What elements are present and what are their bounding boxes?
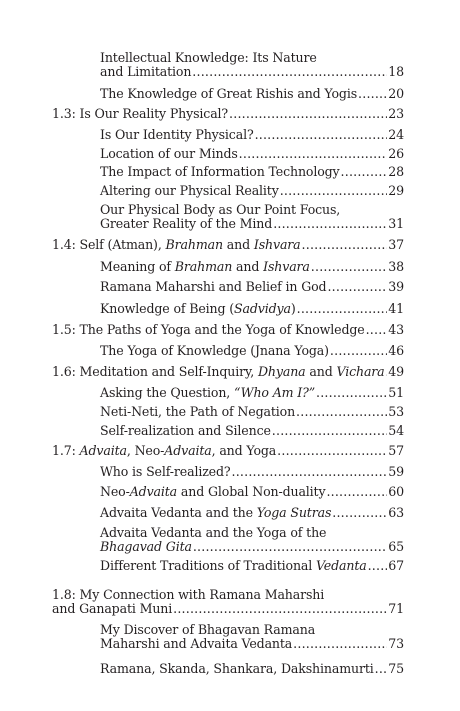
- dot-leader: [280, 184, 388, 198]
- toc-section-entry: [52, 365, 404, 379]
- toc-page-number: 41: [388, 301, 404, 316]
- toc-entry-title: Is Our Identity Physical?: [100, 127, 254, 142]
- dot-leader: [316, 386, 387, 400]
- dot-leader: [368, 559, 388, 573]
- toc-entry-title: Location of our Minds: [100, 146, 238, 161]
- toc-page-number: 46: [388, 343, 404, 358]
- toc-entry-title: The Yoga of Knowledge (Jnana Yoga): [100, 343, 329, 358]
- toc-entry-title-line2: and Limitation: [100, 63, 192, 79]
- toc-entry: [100, 87, 404, 101]
- toc-entry-title-line2: Greater Reality of the Mind: [100, 215, 273, 231]
- toc-entry-title-line1: Advaita Vedanta and the Yoga of the: [100, 525, 327, 540]
- toc-page-number: 26: [388, 146, 404, 161]
- toc-page-number: 23: [388, 106, 404, 121]
- dot-leader: [326, 485, 387, 499]
- toc-page-number: 60: [388, 484, 404, 499]
- dot-leader: [232, 465, 388, 479]
- toc-entry-title: Asking the Question, “Who Am I?”: [100, 385, 316, 400]
- toc-page-number: 39: [388, 279, 404, 294]
- toc-page-number: 59: [388, 464, 404, 479]
- toc-section-title: 1.6: Meditation and Self-Inquiry, Dhyana and Vichara: [52, 364, 385, 379]
- toc-entry: [100, 344, 404, 358]
- dot-leader: [302, 238, 388, 252]
- toc-entry: [100, 147, 404, 161]
- toc-entry-title-line2: Maharshi and Advaita Vedanta: [100, 635, 293, 651]
- toc-page-number: 24: [388, 127, 404, 142]
- dot-leader: [386, 365, 388, 379]
- dot-leader: [311, 260, 387, 274]
- toc-entry-title: Neo-Advaita and Global Non-duality: [100, 484, 326, 499]
- dot-leader: [358, 87, 387, 101]
- toc-page-number: 49: [388, 364, 404, 379]
- toc-section-entry: [52, 238, 404, 252]
- toc-entry: [100, 260, 404, 274]
- toc-entry: [100, 465, 404, 479]
- dot-leader: [229, 107, 387, 121]
- toc-page-number: 37: [388, 237, 404, 252]
- toc-page-number: 54: [388, 423, 404, 438]
- dot-leader: [375, 662, 388, 676]
- toc-entry: [100, 203, 404, 230]
- dot-leader: [273, 217, 387, 231]
- dot-leader: [239, 147, 388, 161]
- toc-entry: [100, 526, 404, 553]
- toc-entry: [100, 165, 404, 179]
- toc-page-number: 73: [388, 635, 404, 651]
- toc-entry: [100, 51, 404, 78]
- dot-leader: [272, 424, 387, 438]
- toc-page-number: 65: [388, 538, 404, 554]
- toc-entry: [100, 302, 404, 316]
- toc-section-title-line2: and Ganapati Muni: [52, 600, 173, 616]
- toc-entry-title-line1: My Discover of Bhagavan Ramana: [100, 622, 316, 637]
- toc-entry: [100, 506, 404, 520]
- toc-entry-title: Knowledge of Being (Sadvidya): [100, 301, 296, 316]
- dot-leader: [366, 323, 388, 337]
- dot-leader: [293, 637, 387, 651]
- toc-page-number: 38: [388, 259, 404, 274]
- toc-page-number: 63: [388, 505, 404, 520]
- toc-page-number: 71: [388, 600, 404, 616]
- toc-page-number: 31: [388, 215, 404, 231]
- dot-leader: [297, 302, 388, 316]
- dot-leader: [255, 128, 388, 142]
- toc-section-entry: [52, 323, 404, 337]
- dot-leader: [327, 280, 387, 294]
- toc-page-number: 67: [388, 558, 404, 573]
- toc-page-number: 43: [388, 322, 404, 337]
- dot-leader: [296, 405, 387, 419]
- toc-entry-title: Altering our Physical Reality: [100, 183, 279, 198]
- toc-entry: [100, 405, 404, 419]
- dot-leader: [330, 344, 387, 358]
- toc-entry-title: Different Traditions of Traditional Vedanta: [100, 558, 367, 573]
- toc-entry-title: The Impact of Information Technology: [100, 164, 340, 179]
- toc-page-number: 28: [388, 164, 404, 179]
- toc-page-number: 51: [388, 385, 404, 400]
- dot-leader: [332, 506, 387, 520]
- toc-page-number: 29: [388, 183, 404, 198]
- toc-entry: [100, 623, 404, 650]
- dot-leader: [341, 165, 388, 179]
- dot-leader: [192, 65, 387, 79]
- toc-section-title: 1.5: The Paths of Yoga and the Yoga of Knowledge: [52, 322, 365, 337]
- toc-entry: [100, 662, 404, 676]
- toc-page-number: 20: [388, 86, 404, 101]
- toc-section-entry: [52, 588, 404, 615]
- dot-leader: [173, 602, 387, 616]
- toc-entry: [100, 386, 404, 400]
- toc-section-entry: [52, 444, 404, 458]
- toc-entry: [100, 280, 404, 294]
- toc-entry-title: Advaita Vedanta and the Yoga Sutras: [100, 505, 332, 520]
- toc-entry-title: Meaning of Brahman and Ishvara: [100, 259, 310, 274]
- toc-section-title: 1.4: Self (Atman), Brahman and Ishvara: [52, 237, 301, 252]
- toc-entry-title: Ramana, Skanda, Shankara, Dakshinamurti: [100, 661, 374, 676]
- toc-section-title: 1.3: Is Our Reality Physical?: [52, 106, 229, 121]
- toc-entry: [100, 559, 404, 573]
- toc-section-title-line1: 1.8: My Connection with Ramana Maharshi: [52, 587, 325, 602]
- toc-section-entry: [52, 107, 404, 121]
- toc-section-title: 1.7: Advaita, Neo-Advaita, and Yoga: [52, 443, 277, 458]
- dot-leader: [193, 540, 387, 554]
- toc-entry-title-line1: Intellectual Knowledge: Its Nature: [100, 50, 317, 65]
- toc-entry: [100, 128, 404, 142]
- toc-entry-title: Neti-Neti, the Path of Negation: [100, 404, 296, 419]
- toc-page-number: 53: [388, 404, 404, 419]
- toc-entry-title-line1: Our Physical Body as Our Point Focus,: [100, 202, 341, 217]
- toc-entry: [100, 485, 404, 499]
- toc-entry-title: Who is Self-realized?: [100, 464, 231, 479]
- toc-entry: [100, 184, 404, 198]
- toc-entry-title: Ramana Maharshi and Belief in God: [100, 279, 327, 294]
- toc-entry: [100, 424, 404, 438]
- toc-page-number: 57: [388, 443, 404, 458]
- dot-leader: [277, 444, 387, 458]
- toc-page-number: 75: [388, 661, 404, 676]
- toc-page-number: 18: [388, 63, 404, 79]
- toc-entry-title-line2: Bhagavad Gita: [100, 538, 192, 554]
- toc-entry-title: Self-realization and Silence: [100, 423, 271, 438]
- toc-entry-title: The Knowledge of Great Rishis and Yogis: [100, 86, 358, 101]
